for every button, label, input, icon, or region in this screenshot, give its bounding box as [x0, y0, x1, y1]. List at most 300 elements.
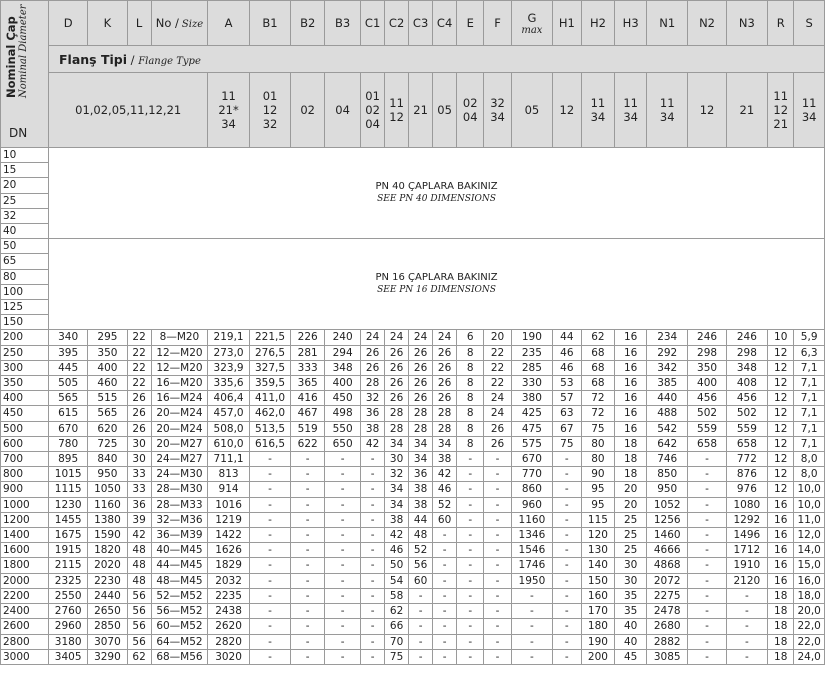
value-cell: 400	[325, 376, 361, 391]
value-cell: 24	[484, 406, 511, 421]
table-row	[1, 360, 825, 375]
value-cell: 26	[409, 391, 433, 406]
value-cell: 16	[768, 543, 794, 558]
dn-cell: 2600	[1, 619, 49, 634]
value-cell: -	[361, 573, 385, 588]
flange-codes-g: 05	[511, 73, 552, 148]
value-cell: 456	[688, 391, 726, 406]
value-cell: 340	[49, 330, 88, 345]
value-cell: 20	[484, 330, 511, 345]
value-cell: -	[409, 588, 433, 603]
dn-cell: 350	[1, 376, 49, 391]
value-cell: 2550	[49, 588, 88, 603]
column-header-h1: H1	[553, 1, 581, 46]
dn-cell: 1600	[1, 543, 49, 558]
value-cell: 20—M24	[151, 406, 208, 421]
value-cell: 380	[511, 391, 552, 406]
value-cell: 950	[646, 482, 687, 497]
dn-cell: 400	[1, 391, 49, 406]
value-cell: 440	[646, 391, 687, 406]
value-cell: 2760	[49, 604, 88, 619]
value-cell: -	[291, 588, 325, 603]
value-cell: -	[484, 543, 511, 558]
value-cell: 2325	[49, 573, 88, 588]
nominal-diameter-label: Nominal Diameter	[18, 4, 29, 98]
table-row	[1, 239, 825, 254]
value-cell: 1460	[646, 528, 687, 543]
value-cell: 52	[409, 543, 433, 558]
value-cell: -	[484, 497, 511, 512]
value-cell: -	[291, 512, 325, 527]
value-cell: 550	[325, 421, 361, 436]
value-cell: 226	[291, 330, 325, 345]
dn-cell: 125	[1, 300, 49, 315]
column-header-f: F	[484, 1, 511, 46]
value-cell: -	[553, 619, 581, 634]
value-cell: 1546	[511, 543, 552, 558]
table-row	[1, 467, 825, 482]
value-cell: -	[484, 528, 511, 543]
dn-cell: 50	[1, 239, 49, 254]
value-cell: 20	[615, 497, 647, 512]
value-cell: 2440	[88, 588, 127, 603]
value-cell: 35	[615, 588, 647, 603]
dn-cell: 800	[1, 467, 49, 482]
value-cell: 26	[433, 345, 457, 360]
table-body	[1, 148, 825, 665]
value-cell: 42	[433, 467, 457, 482]
value-cell: 22	[127, 360, 151, 375]
dn-cell: 450	[1, 406, 49, 421]
table-row	[1, 482, 825, 497]
value-cell: 4868	[646, 558, 687, 573]
value-cell: -	[457, 467, 484, 482]
value-cell: 22	[484, 360, 511, 375]
value-cell: 1746	[511, 558, 552, 573]
value-cell: 960	[511, 497, 552, 512]
value-cell: 330	[511, 376, 552, 391]
nominal-diameter-header	[1, 1, 49, 148]
value-cell: 130	[581, 543, 615, 558]
table-row	[1, 649, 825, 664]
flange-codes-n3: 21	[726, 73, 767, 148]
value-cell: 8	[457, 436, 484, 451]
value-cell: 502	[726, 406, 767, 421]
value-cell: 515	[88, 391, 127, 406]
value-cell: 234	[646, 330, 687, 345]
value-cell: 53	[553, 376, 581, 391]
value-cell: -	[361, 604, 385, 619]
value-cell: 18	[768, 604, 794, 619]
flange-codes-r: 11 12 21	[768, 73, 794, 148]
value-cell: 508,0	[208, 421, 249, 436]
value-cell: 60	[409, 573, 433, 588]
value-cell: 292	[646, 345, 687, 360]
value-cell: 30	[385, 452, 409, 467]
value-cell: 72	[581, 391, 615, 406]
value-cell: 38	[433, 452, 457, 467]
value-cell: 3070	[88, 634, 127, 649]
value-cell: 34	[385, 497, 409, 512]
value-cell: 658	[688, 436, 726, 451]
dn-cell: 32	[1, 208, 49, 223]
value-cell: -	[553, 604, 581, 619]
value-cell: 2478	[646, 604, 687, 619]
value-cell: 24	[385, 330, 409, 345]
value-cell: 8	[457, 391, 484, 406]
value-cell: 26	[409, 345, 433, 360]
value-cell: -	[726, 604, 767, 619]
value-cell: 20—M24	[151, 421, 208, 436]
column-header-a: A	[208, 1, 249, 46]
value-cell: 34	[385, 482, 409, 497]
value-cell: 33	[127, 482, 151, 497]
value-cell: 298	[688, 345, 726, 360]
value-cell: 16	[615, 330, 647, 345]
dn-cell: 2000	[1, 573, 49, 588]
value-cell: 1829	[208, 558, 249, 573]
table-row	[1, 345, 825, 360]
value-cell: 295	[88, 330, 127, 345]
value-cell: 44	[409, 512, 433, 527]
value-cell: 2032	[208, 573, 249, 588]
value-cell: 26	[433, 360, 457, 375]
value-cell: -	[484, 512, 511, 527]
value-cell: 28—M30	[151, 482, 208, 497]
value-cell: 2650	[88, 604, 127, 619]
value-cell: -	[361, 634, 385, 649]
value-cell: 467	[291, 406, 325, 421]
value-cell: 28	[433, 421, 457, 436]
value-cell: 408	[726, 376, 767, 391]
value-cell: 115	[581, 512, 615, 527]
value-cell: -	[361, 467, 385, 482]
value-cell: 190	[581, 634, 615, 649]
value-cell: 12	[768, 436, 794, 451]
value-cell: 1219	[208, 512, 249, 527]
value-cell: -	[688, 482, 726, 497]
value-cell: 48—M45	[151, 573, 208, 588]
value-cell: 12—M20	[151, 345, 208, 360]
value-cell: -	[457, 634, 484, 649]
value-cell: 8,0	[794, 452, 825, 467]
value-cell: 48	[409, 528, 433, 543]
value-cell: 20—M27	[151, 436, 208, 451]
value-cell: -	[325, 573, 361, 588]
value-cell: 575	[511, 436, 552, 451]
value-cell: 615	[49, 406, 88, 421]
value-cell: 914	[208, 482, 249, 497]
value-cell: 6	[457, 330, 484, 345]
value-cell: -	[325, 452, 361, 467]
value-cell: -	[249, 497, 290, 512]
value-cell: -	[291, 619, 325, 634]
value-cell: 425	[511, 406, 552, 421]
value-cell: 22	[127, 345, 151, 360]
value-cell: -	[433, 634, 457, 649]
value-cell: 10	[768, 330, 794, 345]
value-cell: 2882	[646, 634, 687, 649]
value-cell: 46	[553, 360, 581, 375]
value-cell: 400	[688, 376, 726, 391]
table-row	[1, 619, 825, 634]
value-cell: 1292	[726, 512, 767, 527]
value-cell: 150	[581, 573, 615, 588]
column-header-no-size: No / Size	[151, 1, 208, 46]
dn-cell: 2400	[1, 604, 49, 619]
value-cell: 22	[484, 345, 511, 360]
dn-cell: 3000	[1, 649, 49, 664]
value-cell: 16	[615, 391, 647, 406]
value-cell: 12	[768, 406, 794, 421]
value-cell: 2620	[208, 619, 249, 634]
value-cell: 10,0	[794, 497, 825, 512]
value-cell: -	[553, 573, 581, 588]
value-cell: 18	[615, 436, 647, 451]
value-cell: -	[688, 543, 726, 558]
value-cell: 38	[409, 482, 433, 497]
table-row	[1, 573, 825, 588]
table-row	[1, 406, 825, 421]
value-cell: 2120	[726, 573, 767, 588]
value-cell: 670	[49, 421, 88, 436]
value-cell: 25	[615, 512, 647, 527]
flange-codes-c4: 05	[433, 73, 457, 148]
value-cell: 2020	[88, 558, 127, 573]
flange-codes-e: 02 04	[457, 73, 484, 148]
value-cell: 1910	[726, 558, 767, 573]
value-cell: -	[484, 588, 511, 603]
value-cell: -	[457, 497, 484, 512]
value-cell: 54	[385, 573, 409, 588]
value-cell: 22,0	[794, 634, 825, 649]
value-cell: 26	[484, 436, 511, 451]
value-cell: 24—M30	[151, 467, 208, 482]
table-row	[1, 634, 825, 649]
value-cell: 12	[768, 452, 794, 467]
value-cell: 246	[726, 330, 767, 345]
pn-reference-notice: PN 40 ÇAPLARA BAKINIZ SEE PN 40 DIMENSIONS	[49, 148, 825, 239]
value-cell: -	[457, 482, 484, 497]
value-cell: 75	[581, 421, 615, 436]
value-cell: -	[249, 512, 290, 527]
value-cell: 32	[361, 391, 385, 406]
value-cell: 565	[49, 391, 88, 406]
value-cell: 335,6	[208, 376, 249, 391]
value-cell: 1915	[49, 543, 88, 558]
value-cell: 16—M24	[151, 391, 208, 406]
value-cell: 28	[433, 406, 457, 421]
value-cell: 18	[768, 634, 794, 649]
value-cell: -	[325, 649, 361, 664]
column-header-h3: H3	[615, 1, 647, 46]
flange-codes-b3: 04	[325, 73, 361, 148]
flange-codes-n2: 12	[688, 73, 726, 148]
value-cell: 58	[385, 588, 409, 603]
value-cell: -	[484, 573, 511, 588]
value-cell: 60	[433, 512, 457, 527]
value-cell: 18	[768, 619, 794, 634]
value-cell: 542	[646, 421, 687, 436]
value-cell: 12	[768, 345, 794, 360]
value-cell: 1626	[208, 543, 249, 558]
value-cell: 1380	[88, 512, 127, 527]
table-row	[1, 604, 825, 619]
value-cell: 8	[457, 406, 484, 421]
value-cell: 26	[385, 391, 409, 406]
value-cell: -	[553, 512, 581, 527]
value-cell: 24	[484, 391, 511, 406]
value-cell: -	[433, 604, 457, 619]
value-cell: 26	[385, 376, 409, 391]
value-cell: -	[511, 588, 552, 603]
value-cell: 416	[291, 391, 325, 406]
table-row	[1, 588, 825, 603]
value-cell: 342	[646, 360, 687, 375]
value-cell: 22	[484, 376, 511, 391]
column-header-c2: C2	[385, 1, 409, 46]
value-cell: 1455	[49, 512, 88, 527]
value-cell: 46	[553, 345, 581, 360]
value-cell: 40	[615, 634, 647, 649]
value-cell: -	[361, 588, 385, 603]
flange-codes-s: 11 34	[794, 73, 825, 148]
value-cell: 12	[768, 391, 794, 406]
table-row	[1, 497, 825, 512]
dn-cell: 250	[1, 345, 49, 360]
value-cell: 60—M52	[151, 619, 208, 634]
value-cell: 26	[409, 360, 433, 375]
value-cell: 90	[581, 467, 615, 482]
value-cell: -	[409, 604, 433, 619]
value-cell: 44—M45	[151, 558, 208, 573]
value-cell: 2850	[88, 619, 127, 634]
value-cell: -	[688, 467, 726, 482]
value-cell: 38	[361, 421, 385, 436]
value-cell: 28—M33	[151, 497, 208, 512]
value-cell: 14,0	[794, 543, 825, 558]
value-cell: 16	[768, 558, 794, 573]
value-cell: 1052	[646, 497, 687, 512]
value-cell: 221,5	[249, 330, 290, 345]
value-cell: 18	[615, 467, 647, 482]
dn-cell: 200	[1, 330, 49, 345]
value-cell: 488	[646, 406, 687, 421]
value-cell: 16	[615, 421, 647, 436]
value-cell: 350	[688, 360, 726, 375]
value-cell: 502	[688, 406, 726, 421]
dn-cell: 100	[1, 284, 49, 299]
value-cell: 56	[127, 619, 151, 634]
value-cell: 38	[409, 497, 433, 512]
value-cell: 34	[433, 436, 457, 451]
value-cell: 7,1	[794, 391, 825, 406]
flange-codes-a: 11 21* 34	[208, 73, 249, 148]
flange-codes-h3: 11 34	[615, 73, 647, 148]
value-cell: 240	[325, 330, 361, 345]
value-cell: 62	[581, 330, 615, 345]
value-cell: -	[409, 634, 433, 649]
value-cell: 457,0	[208, 406, 249, 421]
value-cell: -	[726, 634, 767, 649]
column-header-row	[1, 1, 825, 46]
value-cell: 273,0	[208, 345, 249, 360]
value-cell: 1016	[208, 497, 249, 512]
value-cell: 160	[581, 588, 615, 603]
value-cell: 18	[768, 588, 794, 603]
value-cell: -	[433, 619, 457, 634]
table-row	[1, 543, 825, 558]
value-cell: 2438	[208, 604, 249, 619]
flange-type-label: Flanş Tipi / Flange Type	[49, 46, 825, 73]
value-cell: -	[249, 649, 290, 664]
value-cell: 1115	[49, 482, 88, 497]
dn-label: DN	[9, 126, 28, 140]
value-cell: -	[688, 512, 726, 527]
value-cell: 3180	[49, 634, 88, 649]
value-cell: -	[291, 452, 325, 467]
value-cell: -	[484, 482, 511, 497]
value-cell: 75	[385, 649, 409, 664]
value-cell: -	[249, 573, 290, 588]
value-cell: -	[553, 482, 581, 497]
value-cell: 16	[768, 528, 794, 543]
value-cell: -	[688, 558, 726, 573]
value-cell: 40	[615, 619, 647, 634]
value-cell: 895	[49, 452, 88, 467]
table-row	[1, 376, 825, 391]
table-header	[1, 1, 825, 148]
value-cell: -	[361, 543, 385, 558]
value-cell: 395	[49, 345, 88, 360]
dn-cell: 300	[1, 360, 49, 375]
value-cell: -	[457, 619, 484, 634]
value-cell: -	[249, 482, 290, 497]
value-cell: 650	[325, 436, 361, 451]
value-cell: 12	[768, 421, 794, 436]
value-cell: 36	[409, 467, 433, 482]
value-cell: 24	[361, 330, 385, 345]
value-cell: 350	[88, 345, 127, 360]
value-cell: 2072	[646, 573, 687, 588]
value-cell: -	[249, 452, 290, 467]
value-cell: 16	[615, 345, 647, 360]
value-cell: 22	[127, 330, 151, 345]
value-cell: 16	[615, 376, 647, 391]
value-cell: -	[553, 452, 581, 467]
column-header-c1: C1	[361, 1, 385, 46]
value-cell: 95	[581, 497, 615, 512]
value-cell: 50	[385, 558, 409, 573]
value-cell: 498	[325, 406, 361, 421]
value-cell: 2680	[646, 619, 687, 634]
table-row	[1, 391, 825, 406]
value-cell: 1015	[49, 467, 88, 482]
value-cell: -	[484, 649, 511, 664]
value-cell: 26	[385, 345, 409, 360]
dn-cell: 700	[1, 452, 49, 467]
value-cell: 813	[208, 467, 249, 482]
value-cell: -	[291, 604, 325, 619]
value-cell: -	[361, 528, 385, 543]
value-cell: -	[291, 573, 325, 588]
table-row	[1, 148, 825, 163]
value-cell: 26	[361, 360, 385, 375]
value-cell: 44	[553, 330, 581, 345]
value-cell: 26	[127, 406, 151, 421]
value-cell: 68—M56	[151, 649, 208, 664]
value-cell: -	[726, 649, 767, 664]
